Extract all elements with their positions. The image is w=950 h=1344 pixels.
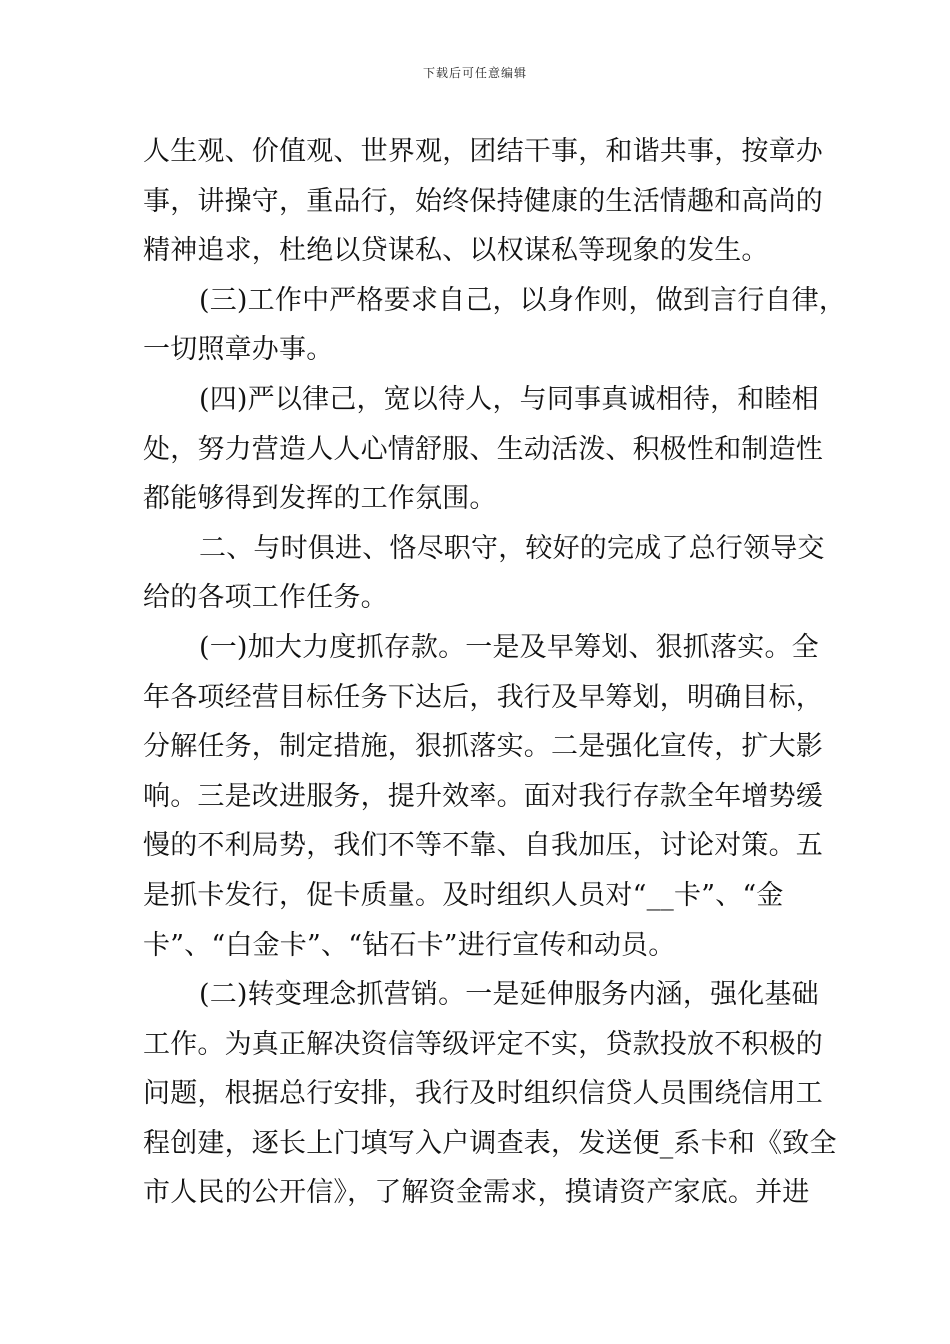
text-line: 事，讲操守，重品行，始终保持健康的生活情趣和高尚的 [143, 185, 823, 217]
page-header: 下载后可任意编辑 [422, 66, 527, 80]
text-line: 精神追求，杜绝以贷谋私、以权谋私等现象的发生。 [143, 235, 769, 267]
text-line: 处，努力营造人人心情舒服、生动活泼、积极性和制造性 [143, 433, 823, 465]
text-line: 分解任务，制定措施，狠抓落实。二是强化宣传，扩大影 [143, 731, 823, 763]
text-line: 人生观、价值观、世界观，团结干事，和谐共事，按章办 [143, 136, 823, 167]
text-line: 给的各项工作任务。 [143, 582, 388, 614]
text-line: 都能够得到发挥的工作氛围。 [143, 483, 497, 515]
text-line: (三)工作中严格要求自己，以身作则，做到言行自律， [199, 284, 847, 316]
text-line: 慢的不利局势，我们不等不靠、自我加压，讨论对策。五 [143, 830, 823, 862]
text-line: 工作。为真正解决资信等级评定不实，贷款投放不积极的 [143, 1028, 823, 1060]
text-line: 二、与时俱进、恪尽职守，较好的完成了总行领导交 [199, 532, 825, 564]
text-line: (四)严以律己，宽以待人，与同事真诚相待，和睦相 [199, 383, 819, 415]
text-line: 响。三是改进服务，提升效率。面对我行存款全年增势缓 [143, 780, 823, 812]
text-line: 问题，根据总行安排，我行及时组织信贷人员围绕信用工 [143, 1078, 823, 1110]
text-line: 年各项经营目标任务下达后，我行及早筹划，明确目标， [143, 681, 823, 713]
text-line: (一)加大力度抓存款。一是及早筹划、狠抓落实。全 [199, 631, 819, 663]
text-line: 卡”、“白金卡”、“钻石卡”进行宣传和动员。 [143, 929, 676, 961]
text-line: 市人民的公开信》，了解资金需求，摸请资产家底。并进 [143, 1177, 810, 1209]
document-body [143, 127, 847, 1218]
text-line: 一切照章办事。 [143, 334, 334, 366]
text-line: 程创建，逐长上门填写入户调查表，发送便_系卡和《致全 [143, 1127, 837, 1159]
text-line: 是抓卡发行，促卡质量。及时组织人员对“__卡”、“金 [143, 879, 784, 911]
text-line: (二)转变理念抓营销。一是延伸服务内涵，强化基础 [199, 979, 819, 1011]
